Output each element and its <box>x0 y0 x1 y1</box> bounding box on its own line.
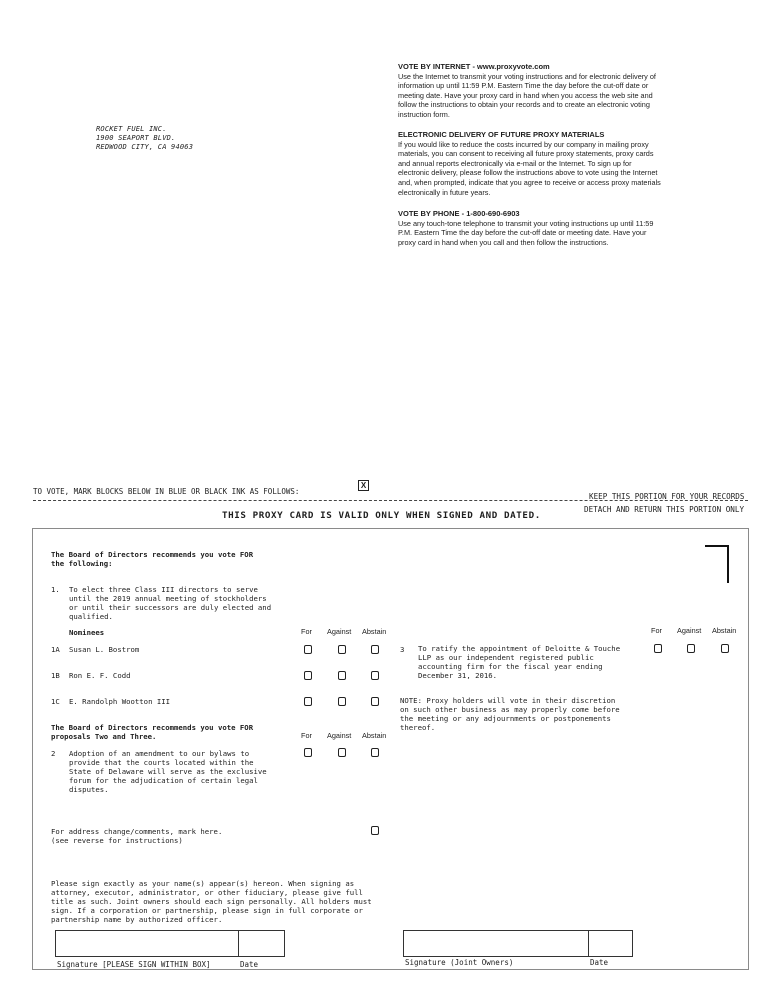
instr-line: proxy card in hand when you call and then follow the instructions. <box>398 237 609 247</box>
note-line: thereof. <box>400 723 436 732</box>
item-1-text-line: qualified. <box>69 612 113 621</box>
checkbox-1a-against[interactable] <box>338 645 346 654</box>
address-line-3: REDWOOD CITY, CA 94063 <box>96 143 194 151</box>
sign-instruction-line: attorney, executor, administrator, or other fiduciary, please give full <box>51 888 363 897</box>
vote-by-phone-heading: VOTE BY PHONE - 1-800-690-6903 <box>398 209 520 218</box>
electronic-delivery-section <box>398 130 704 197</box>
signature-box[interactable] <box>55 930 239 957</box>
item-1-text-line: until the 2019 annual meeting of stockholders <box>69 594 267 603</box>
checkbox-3-abstain[interactable] <box>721 644 729 653</box>
item-2-number: 2 <box>51 749 56 758</box>
note-line: on such other business as may properly come before <box>400 705 620 714</box>
checkbox-2-against[interactable] <box>338 748 346 757</box>
instr-line: electronic delivery, please follow the instructions above to vote using the Internet <box>398 168 658 178</box>
nominee-name: E. Randolph Wootton III <box>69 697 171 706</box>
item-1-number: 1. <box>51 585 60 594</box>
column-abstain: Abstain <box>362 731 387 740</box>
instr-line: meeting date. Have your proxy card in hand when you access the web site and <box>398 90 653 100</box>
address-change-line-2: (see reverse for instructions) <box>51 836 183 845</box>
item-3-text-line: accounting firm for the fiscal year ending <box>418 662 603 671</box>
instr-line: follow the instructions to obtain your records and to create an electronic voting <box>398 100 650 110</box>
mailing-address <box>96 125 193 152</box>
corner-registration-mark <box>705 545 729 583</box>
column-for: For <box>301 731 312 740</box>
column-abstain: Abstain <box>712 626 737 635</box>
instr-line: If you would like to reduce the costs incurred by our company in mailing proxy <box>398 139 649 149</box>
sign-instruction-line: partnership name by authorized officer. <box>51 915 223 924</box>
item-3-text-line: December 31, 2016. <box>418 671 498 680</box>
item-2-text-line: Adoption of an amendment to our bylaws to <box>69 749 250 758</box>
checkbox-2-abstain[interactable] <box>371 748 379 757</box>
instr-line: and annual reports electronically via e-mail or the Internet. To sign up for <box>398 158 632 168</box>
nominee-name: Ron E. F. Codd <box>69 671 131 680</box>
checkbox-1c-for[interactable] <box>304 697 312 706</box>
checkbox-1c-abstain[interactable] <box>371 697 379 706</box>
note-line: NOTE: Proxy holders will vote in their discretion <box>400 696 616 705</box>
vote-by-phone-section <box>398 209 704 247</box>
joint-signature-label: Signature (Joint Owners) <box>405 958 514 967</box>
mark-instruction: TO VOTE, MARK BLOCKS BELOW IN BLUE OR BLACK INK AS FOLLOWS: <box>33 487 300 496</box>
checkbox-1b-against[interactable] <box>338 671 346 680</box>
checkbox-1a-for[interactable] <box>304 645 312 654</box>
instr-line: P.M. Eastern Time the day before the cut-off date or meeting date. Have your <box>398 228 647 238</box>
column-for: For <box>301 627 312 636</box>
item-2-text-line: State of Delaware will serve as the exclusive <box>69 767 267 776</box>
instr-line: and, when prompted, indicate that you agree to receive or access proxy materials <box>398 177 661 187</box>
item-2-text-line: forum for the adjudication of certain legal <box>69 776 258 785</box>
vote-by-internet-heading: VOTE BY INTERNET - www.proxyvote.com <box>398 62 550 71</box>
sign-instruction-line: title as such. Joint owners should each sign personally. All holders must <box>51 897 372 906</box>
checkbox-3-against[interactable] <box>687 644 695 653</box>
checkbox-1a-abstain[interactable] <box>371 645 379 654</box>
item-2-text-line: disputes. <box>69 785 109 794</box>
validity-notice: THIS PROXY CARD IS VALID ONLY WHEN SIGNED AND DATED. <box>222 510 541 521</box>
keep-portion-label: KEEP THIS PORTION FOR YOUR RECORDS <box>589 492 745 501</box>
board-recommendation-1-line-2: the following: <box>51 559 113 568</box>
joint-signature-box[interactable] <box>403 930 589 957</box>
address-change-line-1: For address change/comments, mark here. <box>51 827 223 836</box>
nominee-id: 1C <box>51 697 60 706</box>
joint-date-label: Date <box>590 958 609 967</box>
instr-line: information up until 11:59 P.M. Eastern Time the day before the cut-off date or <box>398 81 649 91</box>
item-3-text-line: LLP as our independent registered public <box>418 653 594 662</box>
checkbox-1b-abstain[interactable] <box>371 671 379 680</box>
item-3-text-line: To ratify the appointment of Deloitte & Touche <box>418 644 621 653</box>
checkbox-1b-for[interactable] <box>304 671 312 680</box>
vote-by-internet-section <box>398 62 704 120</box>
item-1-text-line: or until their successors are duly elected and <box>69 603 272 612</box>
board-recommendation-2-line-2: proposals Two and Three. <box>51 732 157 741</box>
column-for: For <box>651 626 662 635</box>
instr-line: instruction form. <box>398 109 450 119</box>
mark-example-box: X <box>358 480 369 491</box>
date-label: Date <box>240 960 259 969</box>
column-against: Against <box>327 731 352 740</box>
board-recommendation-2-line-1: The Board of Directors recommends you vote FOR <box>51 723 254 732</box>
column-abstain: Abstain <box>362 627 387 636</box>
checkbox-address-change[interactable] <box>371 826 379 835</box>
signature-label: Signature [PLEASE SIGN WITHIN BOX] <box>57 960 211 969</box>
item-2-text-line: provide that the courts located within the <box>69 758 254 767</box>
column-against: Against <box>677 626 702 635</box>
instr-line: electronically in future years. <box>398 187 491 197</box>
electronic-delivery-heading: ELECTRONIC DELIVERY OF FUTURE PROXY MATERIALS <box>398 130 605 139</box>
instr-line: Use any touch-tone telephone to transmit your voting instructions up until 11:59 <box>398 218 654 228</box>
sign-instruction-line: Please sign exactly as your name(s) appear(s) hereon. When signing as <box>51 879 355 888</box>
detach-line <box>33 500 748 501</box>
nominee-id: 1A <box>51 645 60 654</box>
item-1-text-line: To elect three Class III directors to serve <box>69 585 258 594</box>
checkbox-1c-against[interactable] <box>338 697 346 706</box>
nominee-id: 1B <box>51 671 60 680</box>
address-line-2: 1900 SEAPORT BLVD. <box>96 134 176 142</box>
nominee-name: Susan L. Bostrom <box>69 645 140 654</box>
item-3-number: 3 <box>400 645 405 654</box>
joint-date-box[interactable] <box>588 930 633 957</box>
column-against: Against <box>327 627 352 636</box>
detach-return-label: DETACH AND RETURN THIS PORTION ONLY <box>584 505 745 514</box>
checkbox-2-for[interactable] <box>304 748 312 757</box>
instr-line: Use the Internet to transmit your voting instructions and for electronic delivery of <box>398 71 656 81</box>
checkbox-3-for[interactable] <box>654 644 662 653</box>
note-line: the meeting or any adjournments or postponements <box>400 714 611 723</box>
instr-line: materials, you can consent to receiving all future proxy statements, proxy cards <box>398 149 654 159</box>
date-box[interactable] <box>238 930 285 957</box>
address-line-1: ROCKET FUEL INC. <box>96 125 167 133</box>
board-recommendation-1-line-1: The Board of Directors recommends you vote FOR <box>51 550 254 559</box>
nominees-label: Nominees <box>69 628 105 637</box>
sign-instruction-line: sign. If a corporation or partnership, please sign in full corporate or <box>51 906 363 915</box>
